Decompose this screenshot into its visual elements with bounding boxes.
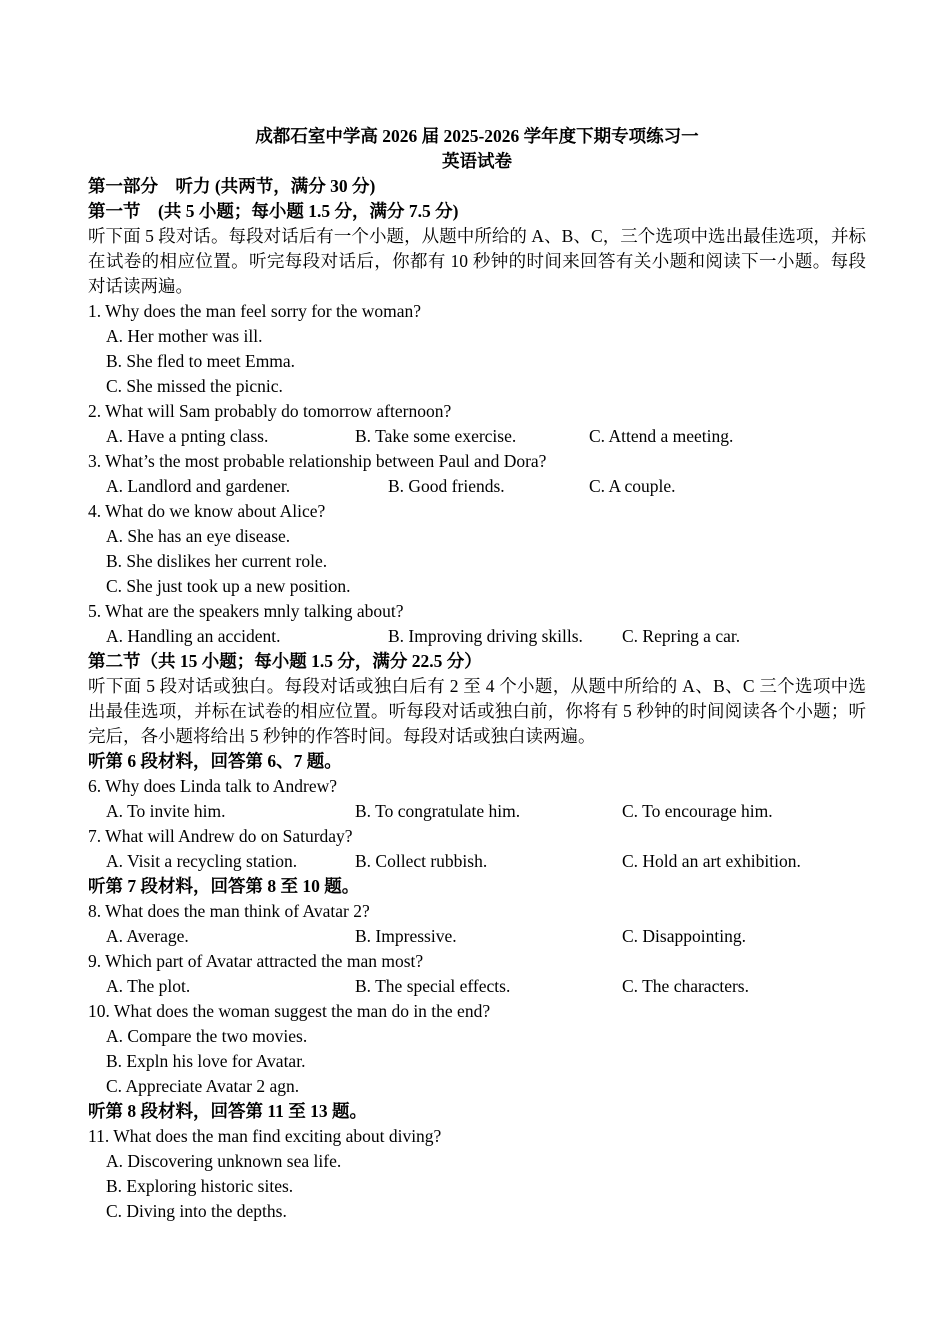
material-8-heading: 听第 8 段材料，回答第 11 至 13 题。 [88,1101,368,1121]
question-7-option-c: C. Hold an art exhibition. [622,851,801,871]
question-5-stem: 5. What are the speakers mnly talking about? [88,601,404,621]
question-8-option-c: C. Disappointing. [622,926,746,946]
question-10-stem: 10. What does the woman suggest the man do in the end? [88,1001,491,1021]
exam-page [88,124,866,1224]
question-4-option-c: C. She just took up a new position. [106,576,351,596]
question-1-option-c: C. She missed the picnic. [106,376,283,396]
question-3-option-c: C. A couple. [589,476,676,496]
question-8-options [88,924,866,949]
question-4-option-b: B. She dislikes her current role. [106,551,328,571]
exam-subtitle: 英语试卷 [442,151,512,171]
question-6-option-a: A. To invite him. [106,801,226,821]
question-11-option-c: C. Diving into the depths. [106,1201,287,1221]
question-3-option-b: B. Good friends. [388,476,505,496]
question-6-option-c: C. To encourage him. [622,801,773,821]
question-8-option-a: A. Average. [106,926,189,946]
question-1-stem: 1. Why does the man feel sorry for the woman? [88,301,422,321]
question-7-option-b: B. Collect rubbish. [355,851,488,871]
question-11-option-b: B. Exploring historic sites. [106,1176,294,1196]
question-4-stem: 4. What do we know about Alice? [88,501,326,521]
question-2-options [88,424,866,449]
question-9-option-a: A. The plot. [106,976,191,996]
question-3-options [88,474,866,499]
part1-heading: 第一部分 听力 (共两节，满分 30 分) [88,176,376,196]
question-3-stem: 3. What’s the most probable relationship between Paul and Dora? [88,451,547,471]
section1-heading: 第一节 (共 5 小题；每小题 1.5 分，满分 7.5 分) [88,201,459,221]
question-10-option-b: B. Expln his love for Avatar. [106,1051,306,1071]
question-5-options [88,624,866,649]
question-2-option-a: A. Have a pnting class. [106,426,269,446]
question-3-option-a: A. Landlord and gardener. [106,476,291,496]
question-9-option-b: B. The special effects. [355,976,511,996]
question-5-option-a: A. Handling an accident. [106,626,281,646]
question-9-stem: 9. Which part of Avatar attracted the man most? [88,951,424,971]
question-7-option-a: A. Visit a recycling station. [106,851,298,871]
question-1-option-a: A. Her mother was ill. [106,326,263,346]
question-8-option-b: B. Impressive. [355,926,457,946]
section1-instructions: 听下面 5 段对话。每段对话后有一个小题，从题中所给的 A、B、C，三个选项中选出最佳选项，并标在试卷的相应位置。听完每段对话后，你都有 10 秒钟的时间来回答有关小题和阅读下一小题。每段对话读两遍。 [88,226,866,296]
section2-instructions: 听下面 5 段对话或独白。每段对话或独白后有 2 至 4 个小题，从题中所给的 A、B、C 三个选项中选出最佳选项，并标在试卷的相应位置。听每段对话或独白前，你将有 5 秒钟的时间阅读各个小题；听完后，各小题将给出 5 秒钟的作答时间。每段对话或独白读两遍。 [88,676,866,746]
question-8-stem: 8. What does the man think of Avatar 2? [88,901,370,921]
question-6-stem: 6. Why does Linda talk to Andrew? [88,776,337,796]
question-10-option-a: A. Compare the two movies. [106,1026,308,1046]
question-5-option-c: C. Repring a car. [622,626,741,646]
question-9-options [88,974,866,999]
question-9-option-c: C. The characters. [622,976,749,996]
question-7-options [88,849,866,874]
question-4-option-a: A. She has an eye disease. [106,526,291,546]
question-1-option-b: B. She fled to meet Emma. [106,351,296,371]
question-5-option-b: B. Improving driving skills. [388,626,583,646]
question-2-option-b: B. Take some exercise. [355,426,517,446]
section2-heading: 第二节（共 15 小题；每小题 1.5 分，满分 22.5 分） [88,651,482,671]
question-11-option-a: A. Discovering unknown sea life. [106,1151,342,1171]
question-11-stem: 11. What does the man find exciting about diving? [88,1126,442,1146]
question-10-option-c: C. Appreciate Avatar 2 agn. [106,1076,300,1096]
question-6-option-b: B. To congratulate him. [355,801,521,821]
material-7-heading: 听第 7 段材料，回答第 8 至 10 题。 [88,876,360,896]
question-2-stem: 2. What will Sam probably do tomorrow afternoon? [88,401,452,421]
question-7-stem: 7. What will Andrew do on Saturday? [88,826,353,846]
exam-title: 成都石室中学高 2026 届 2025-2026 学年度下期专项练习一 [255,126,699,146]
question-2-option-c: C. Attend a meeting. [589,426,734,446]
material-6-heading: 听第 6 段材料，回答第 6、7 题。 [88,751,342,771]
question-6-options [88,799,866,824]
